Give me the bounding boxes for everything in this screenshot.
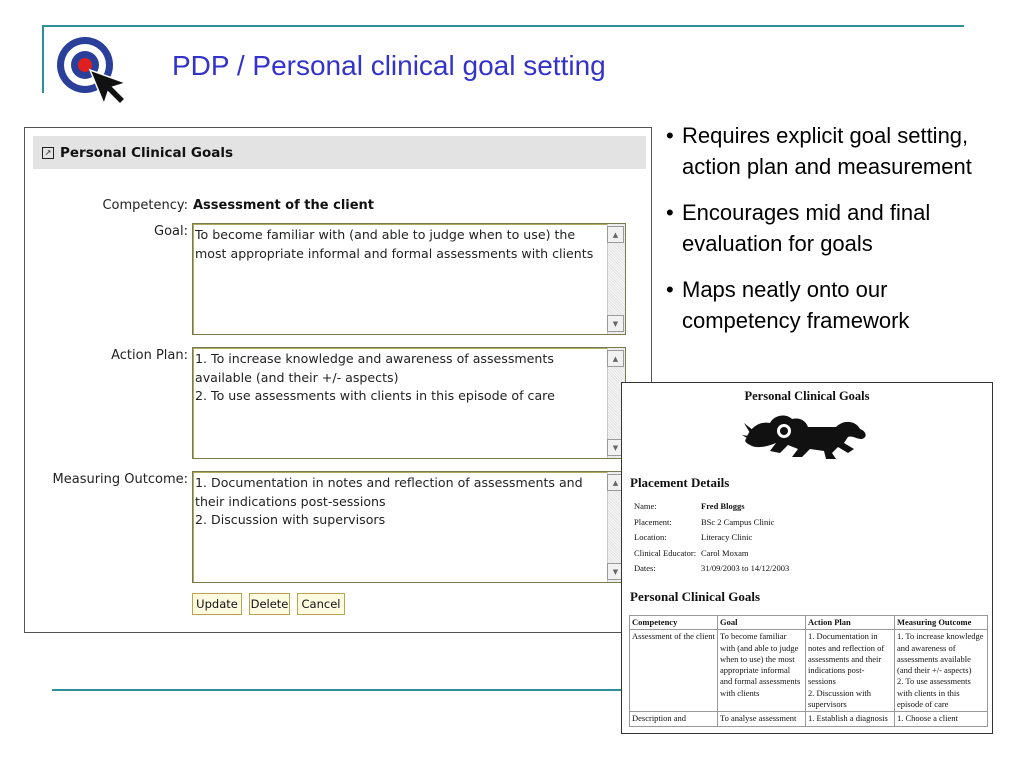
goals-table bbox=[629, 615, 988, 727]
competency-value: Assessment of the client bbox=[193, 198, 375, 213]
measuring-outcome-label: Measuring Outcome: bbox=[52, 472, 188, 487]
target-cursor-icon bbox=[52, 32, 132, 108]
goal-form-panel bbox=[24, 127, 652, 633]
cancel-button[interactable]: Cancel bbox=[297, 593, 345, 615]
table-header: Competency bbox=[630, 616, 718, 630]
edit-icon[interactable]: ↗ bbox=[42, 147, 54, 159]
scroll-up-icon[interactable]: ▲ bbox=[607, 350, 624, 367]
table-cell: 1. To increase knowledge and awareness of assessments available (and their +/- aspects) 2. To use assessments with clients in this episode of care bbox=[895, 630, 988, 712]
detail-row: Dates: 31/09/2003 to 14/12/2003 bbox=[634, 563, 790, 573]
table-cell: To analyse assessment bbox=[718, 712, 806, 726]
goals-heading: Personal Clinical Goals bbox=[630, 589, 760, 604]
bullet-text: Maps neatly onto our competency framework bbox=[682, 277, 910, 333]
panel-title: Personal Clinical Goals bbox=[60, 144, 234, 161]
action-plan-label: Action Plan: bbox=[111, 348, 188, 363]
goal-textarea[interactable] bbox=[192, 223, 626, 335]
table-cell: Description and bbox=[630, 712, 718, 726]
bullet-item: • Encourages mid and final evaluation for goals bbox=[666, 200, 931, 256]
scroll-down-icon[interactable]: ▼ bbox=[607, 439, 624, 456]
table-header-row bbox=[630, 616, 988, 630]
competency-label: Competency: bbox=[102, 198, 188, 213]
detail-row: Location: Literacy Clinic bbox=[634, 532, 753, 542]
table-row bbox=[630, 630, 988, 712]
update-button[interactable]: Update bbox=[192, 593, 242, 615]
table-header: Action Plan bbox=[806, 616, 895, 630]
bullet-item: • Requires explicit goal setting, action plan and measurement bbox=[666, 123, 972, 179]
delete-button[interactable]: Delete bbox=[249, 593, 290, 615]
action-plan-text: 1. To increase knowledge and awareness of assessments available (and their +/- aspects) 2. To use assessments with clients in this episode of care bbox=[195, 351, 555, 403]
bottom-rule bbox=[52, 689, 627, 691]
goal-scrollbar[interactable] bbox=[607, 224, 625, 334]
report-title: Personal Clinical Goals bbox=[744, 389, 870, 403]
bullet-item: • Maps neatly onto our competency framework bbox=[666, 277, 910, 333]
detail-row: Clinical Educator: Carol Moxam bbox=[634, 547, 749, 558]
scroll-down-icon[interactable]: ▼ bbox=[607, 563, 624, 580]
table-header: Goal bbox=[718, 616, 806, 630]
placement-heading: Placement Details bbox=[630, 475, 730, 490]
placement-details bbox=[634, 501, 789, 579]
panel-header bbox=[33, 136, 646, 169]
goal-text: To become familiar with (and able to judge when to use) the most appropriate informal and formal assessments with clients bbox=[195, 227, 594, 261]
table-cell: To become familiar with (and able to judge when to use) the most appropriate informal and formal assessments with clients bbox=[718, 630, 806, 712]
bullet-list bbox=[666, 120, 996, 351]
detail-row: Placement: BSc 2 Campus Clinic bbox=[634, 516, 775, 527]
detail-row: Name: Fred Bloggs bbox=[634, 501, 745, 511]
table-cell: 1. Establish a diagnosis bbox=[806, 712, 895, 726]
table-header: Measuring Outcome bbox=[895, 616, 988, 630]
slide-title: PDP / Personal clinical goal setting bbox=[172, 50, 606, 81]
goal-label: Goal: bbox=[154, 224, 188, 239]
scroll-down-icon[interactable]: ▼ bbox=[607, 315, 624, 332]
table-cell: 1. Documentation in notes and reflection of assessments and their indications post-sessions 2. Discussion with supervisors bbox=[806, 630, 895, 712]
scroll-up-icon[interactable]: ▲ bbox=[607, 474, 624, 491]
table-cell: Assessment of the client bbox=[630, 630, 718, 712]
top-rule bbox=[42, 25, 964, 27]
left-rule bbox=[42, 25, 44, 93]
measuring-outcome-text: 1. Documentation in notes and reflection of assessments and their indications post-sessions 2. Discussion with supervisors bbox=[195, 475, 583, 527]
action-plan-textarea[interactable] bbox=[192, 347, 626, 459]
table-cell: 1. Choose a client bbox=[895, 712, 988, 726]
measuring-outcome-textarea[interactable] bbox=[192, 471, 626, 583]
lion-crest-icon bbox=[740, 409, 870, 461]
report-preview bbox=[621, 382, 993, 734]
bullet-text: Encourages mid and final evaluation for goals bbox=[682, 200, 931, 256]
scroll-up-icon[interactable]: ▲ bbox=[607, 226, 624, 243]
bullet-text: Requires explicit goal setting, action plan and measurement bbox=[682, 123, 972, 179]
table-row bbox=[630, 712, 988, 726]
